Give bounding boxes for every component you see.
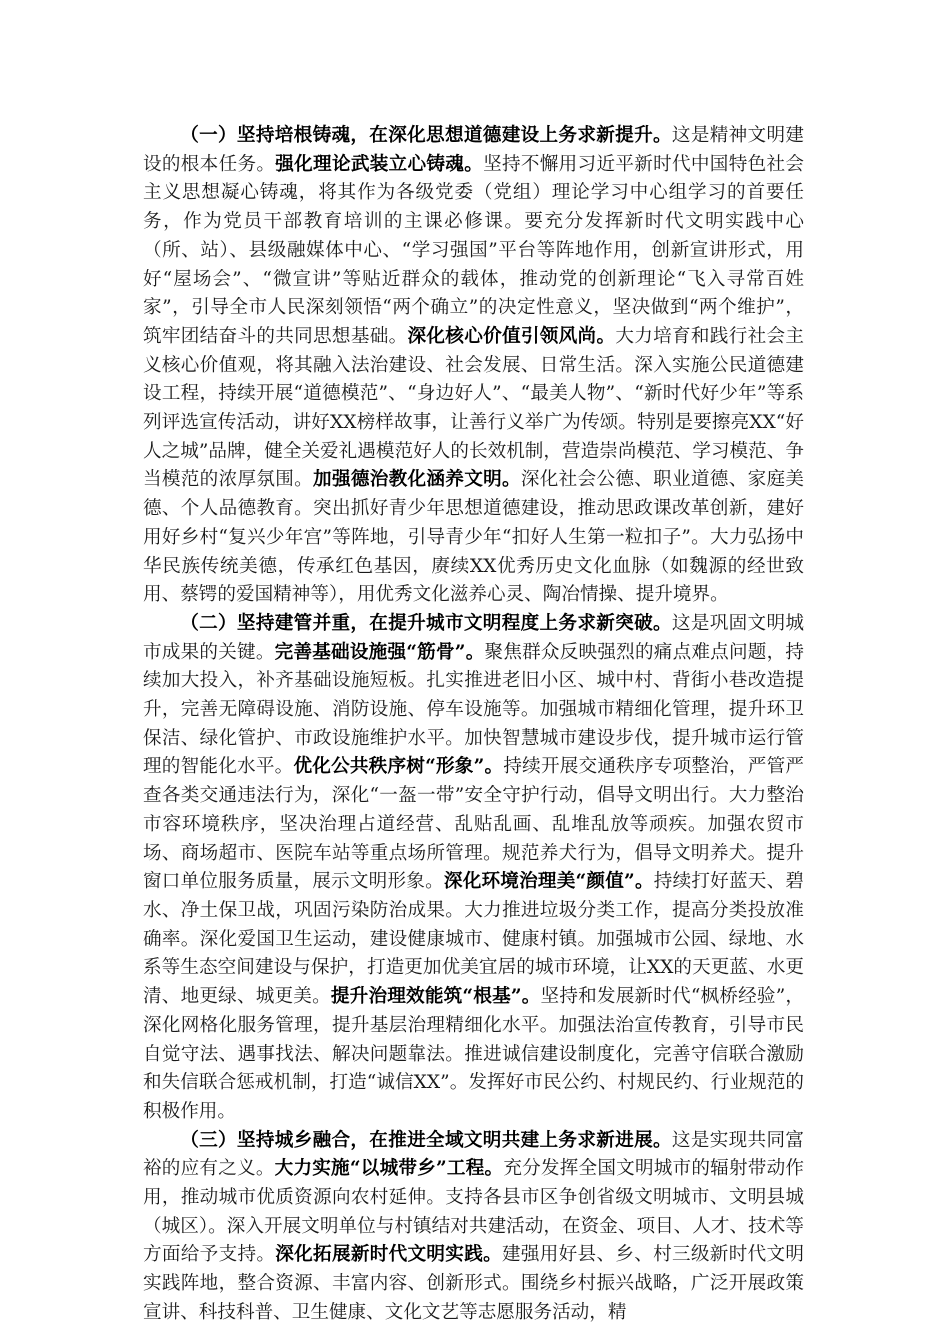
document-body [143, 122, 804, 1328]
body-text: 这是精神文明建设的根本任务。 [143, 125, 804, 175]
body-text: 坚持不懈用习近平新时代中国特色社会主义思想凝心铸魂，将其作为各级党委（党组）理论学习中心组学习的首要任务，作为党员干部教育培训的主课必修课。要充分发挥新时代文明实践中心（所、站）、县级融媒体中心、“学习强国”平台等阵地作用，创新宣讲形式，用好“屋场会”、“微宣讲”等贴近群众的载体，推动党的创新理论“飞入寻常百姓家”，引导全市人民深刻领悟“两个确立”的决定性意义，坚决做到“两个维护”，筑牢团结奋斗的共同思想基础。 [143, 153, 804, 347]
subheading: 强化理论武装立心铸魂。 [275, 153, 484, 175]
subheading: 提升治理效能筑“根基”。 [330, 986, 541, 1008]
subheading: 深化拓展新时代文明实践。 [275, 1244, 502, 1266]
body-text: 持续打好蓝天、碧水、净土保卫战，巩固污染防治成果。大力推进垃圾分类工作，提高分类投放准确率。深化爱国卫生运动，建设健康城市、健康村镇。加强城市公园、绿地、水系等生态空间建设与保护，打造更加优美宜居的城市环境，让XX的天更蓝、水更清、地更绿、城更美。 [143, 871, 804, 1008]
subheading: 深化核心价值引领风尚。 [407, 325, 616, 347]
paragraph-1 [143, 122, 804, 610]
body-text: 这是实现共同富裕的应有之义。 [143, 1129, 804, 1180]
section-heading: （三）坚持城乡融合，在推进全域文明共建上务求新进展。 [180, 1129, 672, 1151]
body-text: 建强用好县、乡、村三级新时代文明实践阵地，整合资源、丰富内容、创新形式。围绕乡村振兴战略，广泛开展政策宣讲、科技科普、卫生健康、文化文艺等志愿服务活动，精 [143, 1244, 804, 1323]
subheading: 加强德治教化涵养文明。 [313, 469, 521, 491]
body-text: 深化社会公德、职业道德、家庭美德、个人品德教育。突出抓好青少年思想道德建设，推动思政课改革创新，建好用好乡村“复兴少年宫”等阵地，引导青少年“扣好人生第一粒扣子”。大力弘扬中华民族传统美德，传承红色基因，赓续XX优秀历史文化血脉（如魏源的经世致用、蔡锷的爱国精神等），用优秀文化滋养心灵、陶冶情操、提升境界。 [143, 469, 804, 606]
section-heading: （一）坚持培根铸魂，在深化思想道德建设上务求新提升。 [180, 125, 672, 146]
subheading: 优化公共秩序树“形象”。 [293, 756, 504, 778]
body-text: 这是巩固文明城市成果的关键。 [143, 612, 804, 663]
paragraph-3 [143, 1127, 804, 1328]
subheading: 大力实施“以城带乡”工程。 [274, 1158, 504, 1180]
body-text: 大力培育和践行社会主义核心价值观，将其融入法治建设、社会发展、日常生活。深入实施公民道德建设工程，持续开展“道德模范”、“身边好人”、“最美人物”、“新时代好少年”等系列评选宣传活动，讲好XX榜样故事，让善行义举广为传颂。特别是要擦亮XX“好人之城”品牌，健全关爱礼遇模范好人的长效机制，营造崇尚模范、学习模范、争当模范的浓厚氛围。 [143, 325, 804, 491]
subheading: 完善基础设施强“筋骨”。 [274, 641, 485, 663]
section-heading: （二）坚持建管并重，在提升城市文明程度上务求新突破。 [180, 612, 672, 634]
body-text: 聚焦群众反映强烈的痛点难点问题，持续加大投入，补齐基础设施短板。扎实推进老旧小区、城中村、背街小巷改造提升，完善无障碍设施、消防设施、停车设施等。加强城市精细化管理，提升环卫保洁、绿化管护、市政设施维护水平。加快智慧城市建设步伐，提升城市运行管理的智能化水平。 [143, 641, 804, 778]
body-text: 坚持和发展新时代“枫桥经验”，深化网格化服务管理，提升基层治理精细化水平。加强法治宣传教育，引导市民自觉守法、遇事找法、解决问题靠法。推进诚信建设制度化，完善守信联合激励和失信联合惩戒机制，打造“诚信XX”。发挥好市民公约、村规民约、行业规范的积极作用。 [143, 986, 804, 1122]
body-text: 充分发挥全国文明城市的辐射带动作用，推动城市优质资源向农村延伸。支持各县市区争创省级文明城市、文明县城（城区）。深入开展文明单位与村镇结对共建活动，在资金、项目、人才、技术等方面给予支持。 [143, 1158, 804, 1266]
subheading: 深化环境治理美“颜值”。 [443, 871, 654, 893]
paragraph-2 [143, 610, 804, 1127]
body-text: 持续开展交通秩序专项整治，严管严查各类交通违法行为，深化“一盔一带”安全守护行动，倡导文明出行。大力整治市容环境秩序，坚决治理占道经营、乱贴乱画、乱堆乱放等顽疾。加强农贸市场、商场超市、医院车站等重点场所管理。规范养犬行为，倡导文明养犬。提升窗口单位服务质量，展示文明形象。 [143, 756, 804, 893]
